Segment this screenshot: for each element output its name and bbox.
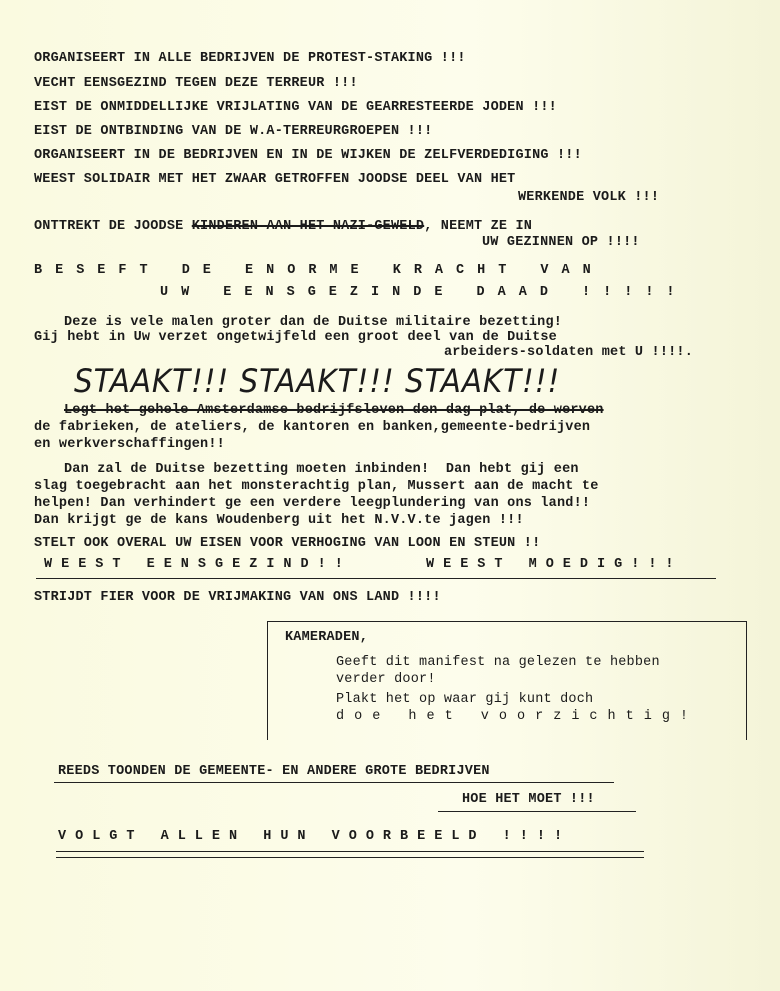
slogan-line-8-end: , NEEMT ZE IN: [424, 219, 533, 234]
slogan-line-7: WERKENDE VOLK !!!: [518, 190, 660, 205]
besef-line-1: BESEFT DE ENORME KRACHT VAN: [34, 263, 604, 278]
paragraph2-struck-line: Legt het gehele Amsterdamse bedrijfsleven den dag plat, de werven: [64, 403, 604, 418]
besef-line-2: UW EENSGEZINDE DAAD !!!!!: [160, 285, 688, 300]
weest-eensgezind: WEEST EENSGEZIND!!: [44, 557, 352, 572]
box-line-3: Plakt het op waar gij kunt doch: [336, 692, 594, 707]
footer-line-3: VOLGT ALLEN HUN VOORBEELD !!!!: [58, 829, 572, 844]
staakt-heading: STAAKT!!! STAAKT!!! STAAKT!!!: [74, 362, 561, 400]
box-line-4: doe het voorzichtig!: [336, 709, 699, 724]
footer-rule-1: [54, 782, 614, 783]
paragraph1-line-1: Deze is vele malen groter dan de Duitse militaire bezetting!: [64, 315, 563, 330]
slogan-line-1: ORGANISEERT IN ALLE BEDRIJVEN DE PROTEST-STAKING !!!: [34, 51, 466, 66]
box-line-2: verder door!: [336, 672, 436, 687]
slogan-line-4: EIST DE ONTBINDING VAN DE W.A-TERREURGROEPEN !!!: [34, 124, 433, 139]
weest-moedig: WEEST MOEDIG!!!: [426, 557, 683, 572]
eisen-line: STELT OOK OVERAL UW EISEN VOOR VERHOGING VAN LOON EN STEUN !!: [34, 536, 541, 551]
paragraph2-line-2: en werkverschaffingen!!: [34, 437, 225, 452]
footer-line-2: HOE HET MOET !!!: [462, 792, 595, 807]
paragraph3-line-1: Dan zal de Duitse bezetting moeten inbinden! Dan hebt gij een: [64, 462, 579, 477]
slogan-line-2: VECHT EENSGEZIND TEGEN DEZE TERREUR !!!: [34, 76, 358, 91]
paragraph3-line-4: Dan krijgt ge de kans Woudenberg uit het N.V.V.te jagen !!!: [34, 513, 524, 528]
struck-text: KINDEREN AAN HET NAZI-GEWELD: [191, 219, 425, 234]
paragraph3-line-2: slag toegebracht aan het monsterachtig plan, Mussert aan de macht te: [34, 479, 599, 494]
footer-line-1: REEDS TOONDEN DE GEMEENTE- EN ANDERE GROTE BEDRIJVEN: [58, 764, 490, 779]
slogan-line-8-start: ONTTREKT DE JOODSE: [34, 219, 184, 234]
strijdt-line: STRIJDT FIER VOOR DE VRIJMAKING VAN ONS LAND !!!!: [34, 590, 441, 605]
box-greeting: KAMERADEN,: [285, 630, 369, 645]
slogan-line-3: EIST DE ONMIDDELLIJKE VRIJLATING VAN DE GEARRESTEERDE JODEN !!!: [34, 100, 557, 115]
slogan-line-6: WEEST SOLIDAIR MET HET ZWAAR GETROFFEN JOODSE DEEL VAN HET: [34, 172, 516, 187]
paragraph1-line-3: arbeiders-soldaten met U !!!!.: [444, 345, 694, 360]
footer-rule-2: [438, 811, 636, 812]
slogan-line-8: [34, 218, 532, 236]
paragraph3-line-3: helpen! Dan verhindert ge een verdere leegplundering van ons land!!: [34, 496, 591, 511]
kameraden-box: [267, 621, 747, 740]
paragraph2-line-1: de fabrieken, de ateliers, de kantoren en banken,gemeente-bedrijven: [34, 420, 591, 435]
box-line-1: Geeft dit manifest na gelezen te hebben: [336, 655, 660, 670]
footer-rule-4: [56, 857, 644, 858]
footer-rule-3: [56, 851, 644, 852]
divider-line: [36, 578, 716, 579]
paragraph1-line-2: Gij hebt in Uw verzet ongetwijfeld een groot deel van de Duitse: [34, 330, 557, 345]
slogan-line-5: ORGANISEERT IN DE BEDRIJVEN EN IN DE WIJKEN DE ZELFVERDEDIGING !!!: [34, 148, 582, 163]
slogan-line-9: UW GEZINNEN OP !!!!: [482, 235, 640, 250]
